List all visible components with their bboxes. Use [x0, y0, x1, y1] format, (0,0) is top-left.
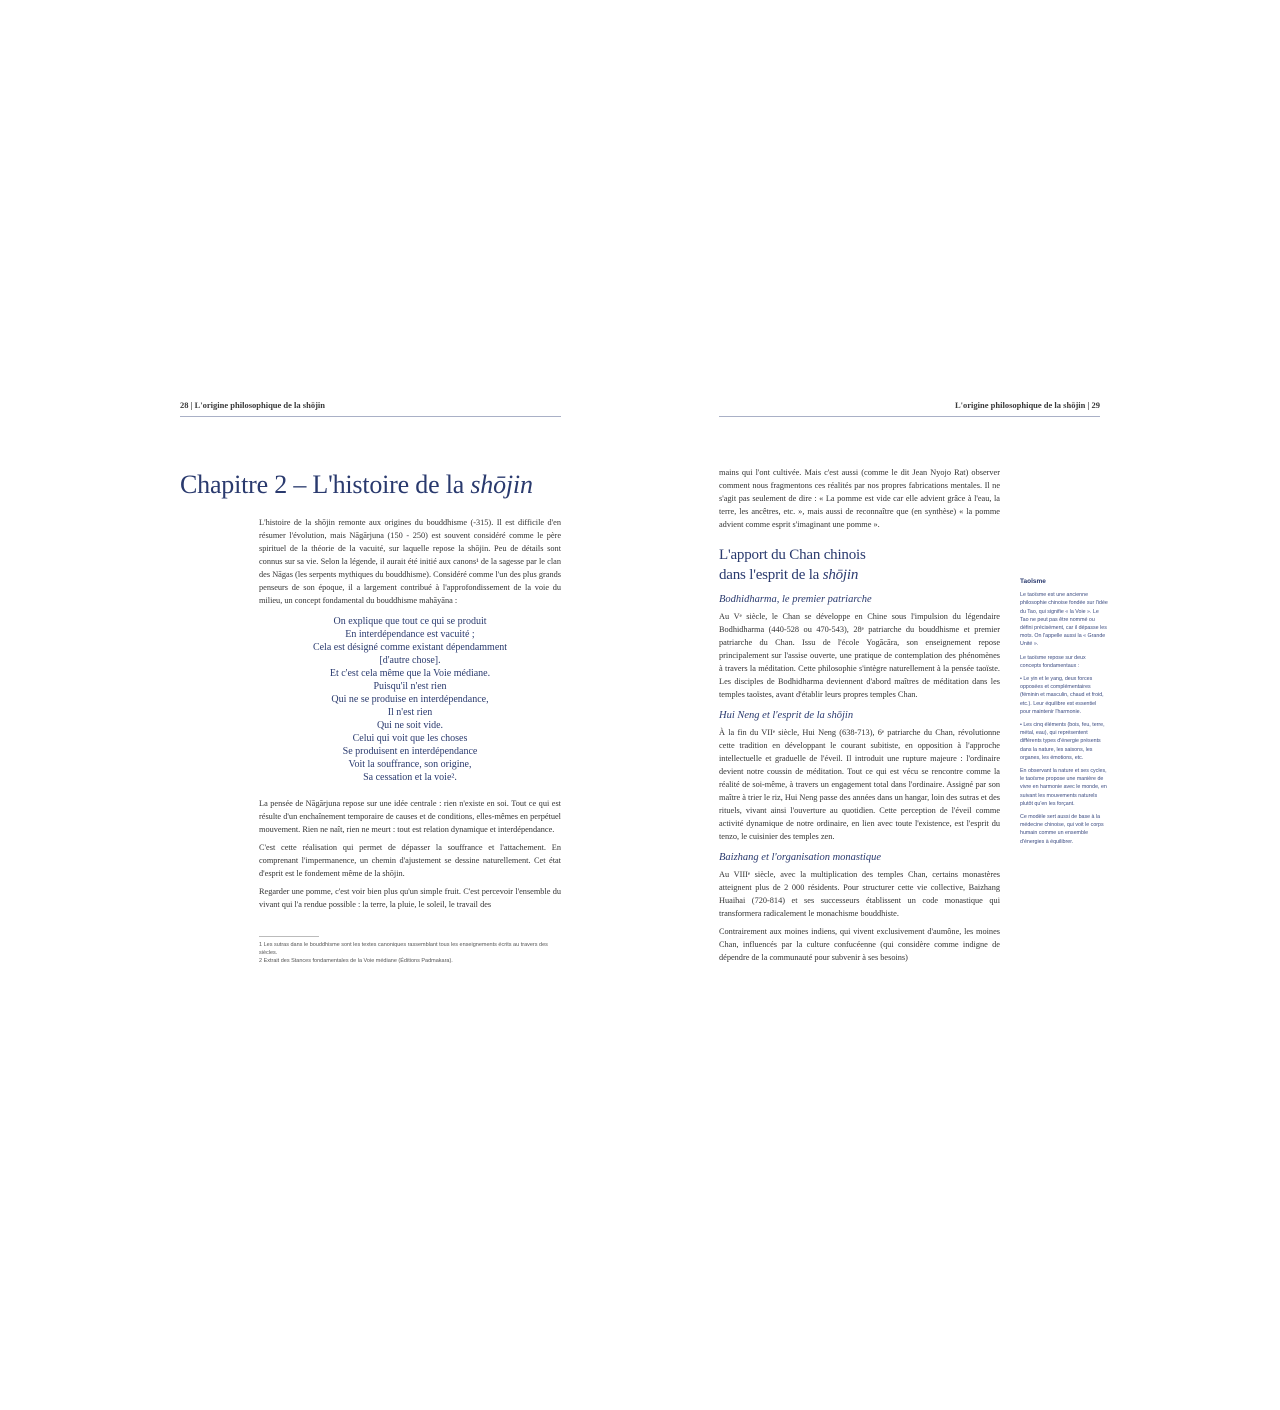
poem-line: En interdépendance est vacuité ; [345, 629, 475, 640]
sidebar-paragraph: Ce modèle sert aussi de base à la médecine chinoise, qui voit le corps humain comme un ensemble d'énergies à équilibrer. [1020, 814, 1104, 845]
subsection-title: Baizhang et l'organisation monastique [719, 852, 881, 863]
footnote: 1 Les sutras dans le bouddhisme sont les textes canoniques rassemblant tous les enseignements écrits au travers des siècles. [259, 942, 548, 956]
subsection-paragraph: Au VIIIᵉ siècle, avec la multiplication des temples Chan, certains monastères atteignent plus de 2 000 résidents. Pour structurer cette vie collective, Baizhang Huaihai (720-814) et ses successeurs établissent un code monastique qui transformera radicalement le monachisme bouddhiste. [719, 870, 1000, 918]
chapter-title-text: Chapitre 2 – L'histoire de la [180, 470, 471, 499]
body-paragraph: C'est cette réalisation qui permet de dépasser la souffrance et l'attachement. En comprenant l'impermanence, un chemin d'ajustement se dessine naturellement. Cet état d'esprit est le fondement même de la shōjin. [259, 843, 561, 878]
right-running-head: L'origine philosophique de la shōjin | 29 [955, 400, 1100, 410]
footnotes [259, 942, 561, 967]
opening-paragraph: mains qui l'ont cultivée. Mais c'est aussi (comme le dit Jean Nyojo Rat) observer comment nous fragmentons ces réalités par nos propres fabrications mentales. Il ne s'agit pas seulement de dire : « La pomme est vide car elle advient grâce à l'eau, la terre, les ancêtres, etc. », mais aussi de reconnaître que (en synthèse) « la pomme advient comme esprit s'imaginant une pomme ». [719, 468, 1000, 529]
subsection-title: Bodhidharma, le premier patriarche [719, 594, 872, 605]
left-body [259, 516, 561, 798]
body-paragraph: La pensée de Nāgārjuna repose sur une idée centrale : rien n'existe en soi. Tout ce qui est résulte d'un enchaînement temporaire de causes et de conditions, elles-mêmes en perpétuel mouvement. Rien ne naît, rien ne meurt : tout est relation dynamique et interdépendance. [259, 799, 561, 834]
section-title-line1: L'apport du Chan chinois [719, 547, 866, 563]
poem-line: Il n'est rien [387, 707, 433, 718]
poem-line: Celui qui voit que les choses [352, 733, 468, 744]
sidebar-paragraph: Le taoïsme est une ancienne philosophie chinoise fondée sur l'idée du Tao, qui signifie « la Voie ». Le Tao ne peut pas être nommé ou défini précisément, car il dépasse les mots. On l'appelle aussi la « Grande Unité ». [1020, 592, 1108, 648]
poem-line: On explique que tout ce qui se produit [333, 616, 487, 627]
poem-line: Qui ne soit vide. [376, 720, 444, 731]
right-body [719, 466, 1000, 969]
subsection-paragraph: Contrairement aux moines indiens, qui vivent exclusivement d'aumône, les moines Chan, influencés par la culture confucéenne (qui considère comme indigne de dépendre de la communauté pour subvenir à ses besoins) [719, 927, 1000, 962]
poem-line: Qui ne se produise en interdépendance, [331, 694, 489, 705]
intro-paragraph: L'histoire de la shōjin remonte aux origines du bouddhisme (-315). Il est difficile d'en résumer l'évolution, mais Nāgārjuna (150 - 250) est souvent considéré comme le père spirituel de la théorie de la vacuité, sur laquelle repose la shōjin. Peu de détails sont connus sur sa vie. Selon la légende, il aurait été initié aux canons¹ de la sagesse par le clan des Nāgas (les serpents mythiques du bouddhisme). Considéré comme l'un des plus grands penseurs de son époque, il a largement contribué à l'approfondissement de la voie du milieu, un concept fondamental du bouddhisme mahāyāna : [259, 518, 561, 605]
sidebar-paragraph: • Les cinq éléments (bois, feu, terre, métal, eau), qui représentent différents types d'énergie présents dans la nature, les saisons, les organes, les émotions, etc. [1020, 722, 1105, 761]
poem-line: Sa cessation et la voie². [363, 772, 457, 783]
sidebar-paragraph: Le taoïsme repose sur deux concepts fondamentaux : [1020, 654, 1086, 669]
poem-line: Et c'est cela même que la Voie médiane. [329, 668, 491, 679]
right-header-rule [719, 416, 1100, 417]
poem-line: Voit la souffrance, son origine, [348, 759, 472, 770]
left-header-rule [180, 416, 561, 417]
poem-line: Cela est désigné comme existant dépendamment [312, 642, 508, 653]
poem-line: Puisqu'il n'est rien [373, 681, 447, 692]
poem [259, 615, 561, 784]
sidebar-paragraph: En observant la nature et ses cycles, le taoïsme propose une manière de vivre en harmonie avec le monde, en suivant les mouvements naturels plutôt qu'en les forçant. [1020, 768, 1107, 807]
footnote: 2 Extrait des Stances fondamentales de la Voie médiane (Éditions Padmakara). [259, 958, 453, 964]
poem-line: Se produisent en interdépendance [342, 746, 478, 757]
sidebar-paragraph: • Le yin et le yang, deux forces opposées et complémentaires (féminin et masculin, chaud et froid, etc.). Leur équilibre est essentiel pour maintenir l'harmonie. [1020, 676, 1104, 715]
sidebar-taoism [1020, 578, 1108, 851]
left-body-continued [259, 797, 561, 916]
section-title [719, 545, 1000, 585]
section-title-italic: shōjin [822, 567, 859, 583]
subsection-paragraph: Au Vᵉ siècle, le Chan se développe en Chine sous l'impulsion du légendaire Bodhidharma (440-528 ou 470-543), 28ᵉ patriarche du bouddhisme et premier patriarche du Chan. Issu de l'école Yogācāra, son enseignement repose principalement sur l'assise ouverte, une pratique de contemplation des phénomènes à travers la méditation. Cette philosophie s'intègre naturellement à la pensée taoïste. Les disciples de Bodhidharma deviennent d'abord maîtres de méditation dans les temples taoïstes, avant d'établir leurs propres temples Chan. [719, 612, 1000, 699]
section-title-line2: dans l'esprit de la [719, 567, 823, 583]
subsection-title: Hui Neng et l'esprit de la shōjin [719, 710, 854, 721]
chapter-title [180, 470, 580, 500]
body-paragraph: Regarder une pomme, c'est voir bien plus qu'un simple fruit. C'est percevoir l'ensemble du vivant qui l'a rendue possible : la terre, la pluie, le soleil, le travail des [259, 887, 561, 909]
poem-line: [d'autre chose]. [379, 655, 441, 666]
footnote-rule [259, 936, 319, 937]
left-running-head: 28 | L'origine philosophique de la shōjin [180, 400, 325, 410]
right-page [640, 0, 1280, 1410]
sidebar-title: Taoïsme [1020, 578, 1046, 585]
chapter-title-italic: shōjin [470, 470, 533, 499]
subsection-paragraph: À la fin du VIIᵉ siècle, Hui Neng (638-713), 6ᵉ patriarche du Chan, révolutionne cette tradition en développant le courant subitiste, en opposition à l'approche intellectuelle et graduelle de l'éveil. Il introduit une rupture majeure : l'ordinaire devient notre coussin de méditation. Tout ce qui est vécu se rencontre comme la réalité de soi-même, à travers un engagement total dans l'ordinaire. Assigné par son maître à trier le riz, Hui Neng passe des années dans un hangar, loin des sutras et des rituels, vivant ainsi l'ouverture au quotidien. Cette perception de l'éveil comme activité dynamique de notre ordinaire, en lien avec toute l'existence, est l'esprit du tenzo, le cuisinier des temples zen. [719, 728, 1000, 841]
